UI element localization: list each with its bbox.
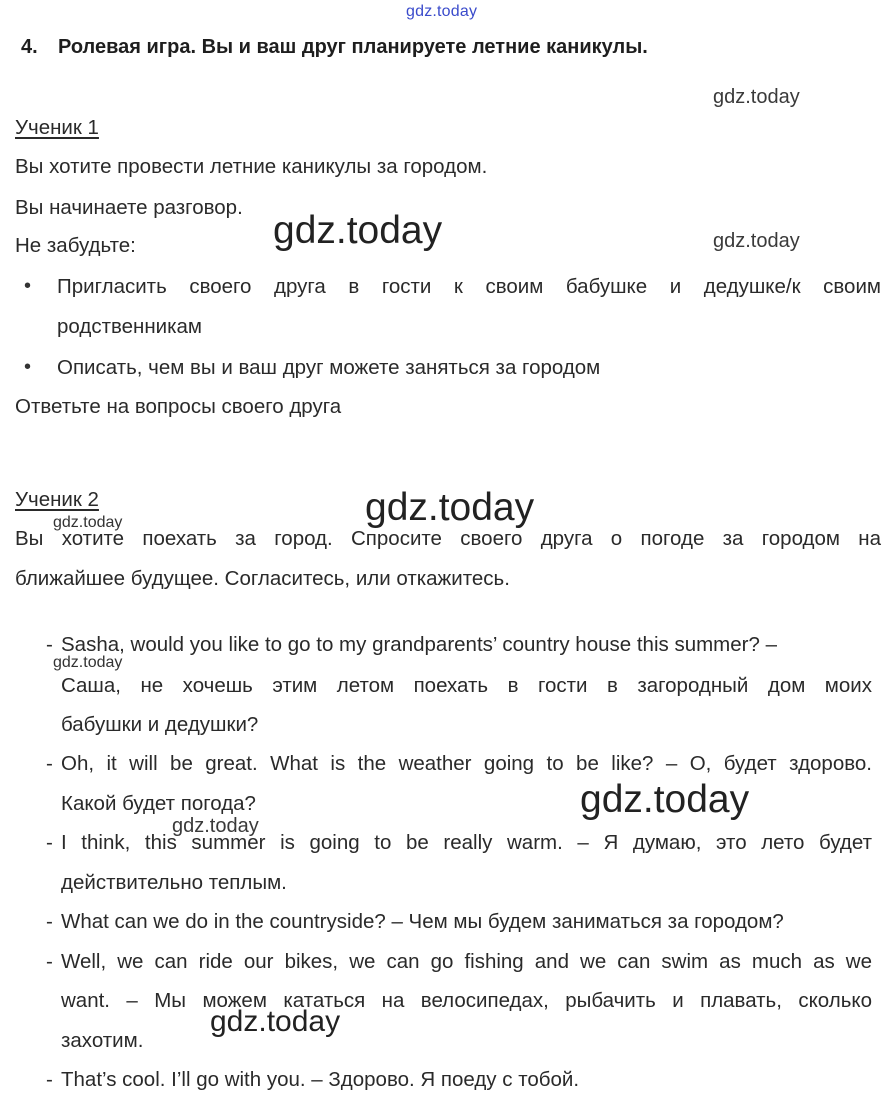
watermark: gdz.today [172, 815, 259, 837]
student2-line: Вы хотите поехать за город. Спросите своего друга о погоде за городом на [15, 527, 881, 550]
watermark-top: gdz.today [406, 3, 478, 20]
dash-marker: - [46, 1068, 53, 1091]
dialogue-line: want. – Мы можем кататься на велосипедах, рыбачить и плавать, сколько [61, 989, 872, 1012]
bullet-item: Описать, чем вы и ваш друг можете заняться за городом [57, 356, 601, 379]
dash-marker: - [46, 831, 53, 854]
dialogue-line: That’s cool. I’ll go with you. – Здорово. Я поеду с тобой. [61, 1068, 580, 1091]
watermark: gdz.today [713, 230, 800, 252]
task-title: Ролевая игра. Вы и ваш друг планируете летние каникулы. [58, 36, 648, 58]
student1-line: Вы хотите провести летние каникулы за городом. [15, 155, 488, 178]
dialogue-line: Well, we can ride our bikes, we can go fishing and we can swim as much as we [61, 950, 872, 973]
dash-marker: - [46, 633, 53, 656]
dialogue-line: захотим. [61, 1029, 144, 1052]
dash-marker: - [46, 752, 53, 775]
student1-line: Не забудьте: [15, 234, 136, 257]
student1-label: Ученик 1 [15, 116, 99, 139]
dialogue-line: Саша, не хочешь этим летом поехать в гости в загородный дом моих [61, 674, 872, 697]
dialogue-line: Sasha, would you like to go to my grandparents’ country house this summer? – [61, 633, 777, 656]
dialogue-line: I think, this summer is going to be really warm. – Я думаю, это лето будет [61, 831, 872, 854]
dialogue-line: What can we do in the countryside? – Чем мы будем заниматься за городом? [61, 910, 784, 933]
dialogue-line: действительно теплым. [61, 871, 287, 894]
dialogue-line: Oh, it will be great. What is the weather going to be like? – О, будет здорово. [61, 752, 872, 775]
dash-marker: - [46, 950, 53, 973]
dialogue-line: Какой будет погода? [61, 792, 256, 815]
bullet-icon: • [24, 275, 32, 297]
watermark: gdz.today [210, 1005, 341, 1038]
student2-line: ближайшее будущее. Согласитесь, или откажитесь. [15, 567, 510, 590]
watermark: gdz.today [580, 778, 750, 821]
watermark: gdz.today [53, 654, 123, 671]
watermark: gdz.today [273, 209, 443, 252]
watermark: gdz.today [713, 86, 800, 108]
bullet-item: Пригласить своего друга в гости к своим бабушке и дедушке/к своим [57, 275, 881, 298]
watermark: gdz.today [365, 486, 535, 529]
student2-label: Ученик 2 [15, 488, 99, 511]
bullet-icon: • [24, 356, 32, 378]
dash-marker: - [46, 910, 53, 933]
student1-line: Вы начинаете разговор. [15, 196, 243, 219]
task-number: 4. [21, 36, 38, 58]
dialogue-line: бабушки и дедушки? [61, 713, 259, 736]
student1-closing: Ответьте на вопросы своего друга [15, 395, 342, 418]
watermark: gdz.today [53, 514, 123, 531]
bullet-item-cont: родственникам [57, 315, 203, 338]
